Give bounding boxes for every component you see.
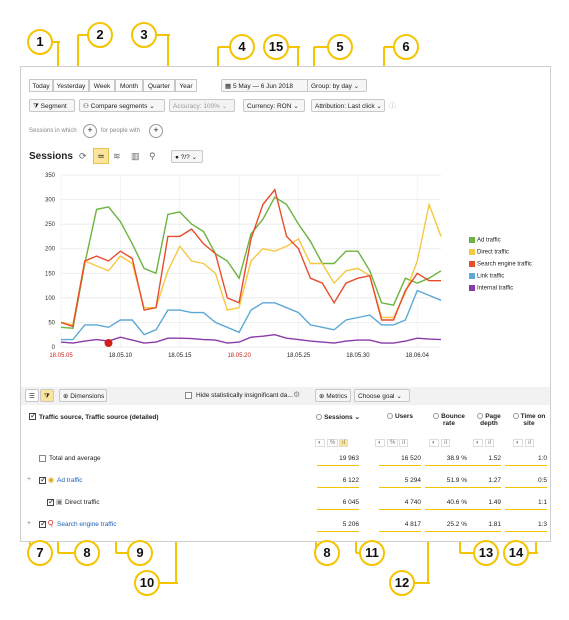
- percent-view-icon[interactable]: %: [387, 439, 398, 447]
- table-cell: 6 122: [342, 477, 359, 484]
- chevron-down-icon: ⌄: [396, 393, 402, 400]
- y-tick-label: 100: [44, 295, 55, 302]
- legend-label: Ad traffic: [477, 237, 501, 244]
- add-people-condition-button[interactable]: +: [149, 124, 163, 138]
- callout-badge: 15: [263, 34, 289, 60]
- legend-item[interactable]: [469, 261, 532, 268]
- callout-badge: 11: [359, 540, 385, 566]
- accuracy-select[interactable]: [169, 99, 235, 112]
- radio-icon: [477, 413, 483, 419]
- checkmark-icon: ✓: [40, 475, 47, 484]
- legend-item[interactable]: [469, 249, 509, 256]
- table-cell: 1.49: [488, 499, 501, 506]
- cell-bar: [505, 487, 547, 488]
- cell-bar: [505, 465, 547, 466]
- compare-segments-label: Compare segments: [90, 103, 148, 110]
- dimensions-label: Dimensions: [70, 393, 105, 400]
- y-tick-label: 200: [44, 246, 55, 253]
- chevron-down-icon: ⌄: [353, 83, 360, 90]
- cell-bar: [505, 531, 547, 532]
- row-checkbox[interactable]: [39, 477, 46, 484]
- chart-period-label: ?/?: [180, 154, 190, 161]
- table-cell: 1.52: [488, 455, 501, 462]
- row-checkbox[interactable]: [39, 521, 46, 528]
- sessions-in-which-label: Sessions in which: [29, 128, 77, 134]
- cell-bar: [379, 465, 421, 466]
- callout-badge: 5: [327, 34, 353, 60]
- tree-view-button[interactable]: ⧩: [40, 389, 54, 402]
- attribution-label: Attribution: Last click: [315, 103, 375, 110]
- compare-segments-button[interactable]: [79, 99, 165, 112]
- table-cell: 16 520: [401, 455, 421, 462]
- legend-item[interactable]: [469, 237, 501, 244]
- col-header-bounce-rate[interactable]: Bounce rate: [427, 413, 471, 427]
- cell-bar: [317, 487, 359, 488]
- gear-icon[interactable]: ⚙: [293, 390, 301, 399]
- col-header-time-on-site[interactable]: Time on site: [509, 413, 549, 427]
- area-chart-icon[interactable]: ≋: [113, 151, 121, 161]
- list-view-button[interactable]: ☰: [25, 389, 39, 402]
- segment-label: Segment: [40, 103, 67, 110]
- sessions-line-chart: [21, 167, 550, 377]
- segment-button[interactable]: [29, 99, 75, 112]
- row-label-search-engine-traffic[interactable]: Search engine traffic: [57, 521, 117, 528]
- legend-swatch: [469, 273, 475, 279]
- col-header-users[interactable]: Users: [375, 413, 425, 420]
- callout-badge: 6: [393, 34, 419, 60]
- choose-goal-select[interactable]: [354, 389, 410, 402]
- x-tick-label: 18.05.20: [227, 353, 251, 359]
- search-icon: Q: [48, 520, 54, 527]
- col-header-sessions[interactable]: Sessions ⌄: [313, 413, 363, 421]
- table-cell: 5 206: [342, 521, 359, 528]
- filter-icon: ⧩: [33, 103, 39, 110]
- ad-traffic-icon: ◉: [48, 477, 55, 484]
- legend-swatch: [469, 237, 475, 243]
- period-tab-week[interactable]: Week: [89, 79, 115, 92]
- checkmark-icon: ✓: [40, 519, 47, 528]
- table-cell: 0:5: [537, 477, 547, 484]
- callout-badge: 2: [87, 22, 113, 48]
- total-row-label: Total and average: [49, 455, 101, 462]
- row-label-direct-traffic: Direct traffic: [65, 499, 100, 506]
- table-cell: 4 740: [404, 499, 421, 506]
- radio-icon: [387, 413, 393, 419]
- table-cell: 19 963: [339, 455, 359, 462]
- help-icon[interactable]: ⓘ: [389, 103, 396, 110]
- period-tab-yesterday[interactable]: Yesterday: [53, 79, 89, 92]
- bar-chart-icon[interactable]: ▥: [131, 151, 140, 161]
- for-people-with-label: for people with: [101, 128, 141, 134]
- table-cell: 1:1: [537, 499, 547, 506]
- currency-label: Currency: RON: [247, 103, 292, 110]
- chart-title: Sessions: [29, 151, 73, 162]
- map-pin-icon[interactable]: ⚲: [149, 151, 156, 161]
- select-all-checkbox[interactable]: [29, 413, 36, 420]
- pie-view-icon[interactable]: ◐: [429, 439, 439, 447]
- table-cell: 6 045: [342, 499, 359, 506]
- group-by-select[interactable]: [307, 79, 367, 92]
- attribution-select[interactable]: [311, 99, 385, 112]
- dimension-header: Traffic source, Traffic source (detailed): [39, 414, 159, 421]
- radio-icon: [433, 413, 439, 419]
- bar-view-icon[interactable]: ıl: [399, 439, 408, 447]
- plus-circle-icon: ⊕: [63, 393, 69, 400]
- callout-badge: 8: [74, 540, 100, 566]
- expand-toggle[interactable]: +: [27, 476, 32, 483]
- callout-badge: 12: [389, 570, 415, 596]
- x-tick-label: 18.05.15: [168, 353, 192, 359]
- chevron-down-icon: ⌄: [221, 103, 228, 110]
- legend-label: Search engine traffic: [477, 261, 532, 268]
- period-tab-today[interactable]: Today: [29, 79, 53, 92]
- checkmark-icon: ✓: [30, 411, 37, 420]
- dimensions-button[interactable]: [59, 389, 107, 402]
- row-checkbox[interactable]: [47, 499, 54, 506]
- callout-badge: 8: [314, 540, 340, 566]
- legend-item[interactable]: [469, 285, 513, 292]
- metrics-label: Metrics: [326, 393, 348, 400]
- cell-bar: [317, 509, 359, 510]
- direct-traffic-icon: ▣: [56, 499, 63, 506]
- legend-label: Direct traffic: [477, 249, 509, 256]
- col-header-page-depth[interactable]: Page depth: [469, 413, 509, 427]
- legend-swatch: [469, 261, 475, 267]
- choose-goal-label: Choose goal: [358, 393, 395, 400]
- table-cell: 1:0: [537, 455, 547, 462]
- legend-item[interactable]: [469, 273, 504, 280]
- legend-swatch: [469, 285, 475, 291]
- legend-swatch: [469, 249, 475, 255]
- table-cell: 25.2 %: [446, 521, 467, 528]
- plus-circle-icon: ⊕: [319, 393, 325, 400]
- cell-bar: [317, 465, 359, 466]
- metrica-report-window: [20, 66, 551, 542]
- callout-badge: 10: [134, 570, 160, 596]
- speech-icon: ●: [175, 154, 179, 161]
- chart-period-select[interactable]: [171, 150, 203, 163]
- x-tick-label: 18.05.10: [108, 353, 133, 359]
- row-checkbox[interactable]: [39, 455, 46, 462]
- binoculars-icon: ⚇: [83, 103, 89, 110]
- date-range-label: 5 May — 6 Jun 2018: [232, 83, 293, 90]
- cell-bar: [379, 509, 421, 510]
- accuracy-label: Accuracy: 100%: [173, 103, 220, 110]
- y-tick-label: 0: [51, 345, 55, 351]
- date-range-picker[interactable]: [221, 79, 309, 92]
- radio-icon: [316, 414, 322, 420]
- table-cell: 5 294: [404, 477, 421, 484]
- chevron-down-icon: ⌄: [293, 103, 299, 110]
- chevron-down-icon: ⌄: [149, 103, 155, 110]
- checkmark-icon: ✓: [48, 497, 55, 506]
- cell-bar: [459, 531, 501, 532]
- bar-view-icon[interactable]: ıl: [525, 439, 534, 447]
- add-session-condition-button[interactable]: +: [83, 124, 97, 138]
- currency-select[interactable]: [243, 99, 305, 112]
- y-tick-label: 350: [44, 173, 55, 179]
- callout-badge: 1: [27, 29, 53, 55]
- annotation-marker: [105, 339, 113, 347]
- y-tick-label: 50: [48, 320, 55, 327]
- legend-label: Internal traffic: [477, 285, 514, 292]
- bar-view-icon[interactable]: ıl: [339, 439, 348, 447]
- period-tab-quarter[interactable]: Quarter: [143, 79, 175, 92]
- cell-bar: [459, 509, 501, 510]
- x-tick-label: 18.05.30: [346, 353, 370, 359]
- cell-bar: [379, 487, 421, 488]
- table-cell: 40.6 %: [446, 499, 467, 506]
- callout-badge: 3: [131, 22, 157, 48]
- callout-badge: 9: [127, 540, 153, 566]
- y-tick-label: 150: [44, 271, 55, 278]
- y-tick-label: 300: [44, 197, 55, 204]
- cell-bar: [459, 487, 501, 488]
- chevron-down-icon: ⌄: [191, 154, 198, 161]
- callout-badge: 14: [503, 540, 529, 566]
- x-tick-label: 18.06.04: [405, 353, 429, 359]
- period-tab-month[interactable]: Month: [115, 79, 143, 92]
- period-tab-year[interactable]: Year: [175, 79, 197, 92]
- cell-bar: [459, 465, 501, 466]
- hide-insignificant-checkbox[interactable]: [185, 392, 192, 399]
- bar-view-icon[interactable]: ıl: [441, 439, 450, 447]
- line-chart-icon[interactable]: ≃: [93, 148, 109, 164]
- callout-badge: 13: [473, 540, 499, 566]
- metrics-button[interactable]: [315, 389, 351, 402]
- series-line: [61, 335, 441, 343]
- cell-bar: [317, 531, 359, 532]
- percent-view-icon[interactable]: %: [327, 439, 338, 447]
- callout-badge: 4: [229, 34, 255, 60]
- table-cell: 51.9 %: [446, 477, 467, 484]
- hide-insignificant-label: Hide statistically insignificant da...: [196, 392, 293, 399]
- radio-icon: [513, 413, 519, 419]
- legend-label: Link traffic: [477, 273, 505, 280]
- x-tick-label: 18.05.25: [286, 353, 311, 359]
- row-label-ad-traffic[interactable]: Ad traffic: [57, 477, 83, 484]
- table-cell: 1.81: [488, 521, 501, 528]
- callout-badge: 7: [27, 540, 53, 566]
- group-by-label: Group: by day: [311, 83, 352, 90]
- calendar-icon: ▦: [225, 83, 233, 90]
- pie-view-icon[interactable]: ◐: [315, 439, 325, 447]
- expand-toggle[interactable]: +: [27, 520, 32, 527]
- refresh-icon[interactable]: ⟳: [79, 151, 87, 161]
- table-cell: 1:3: [537, 521, 547, 528]
- table-cell: 38.9 %: [446, 455, 467, 462]
- cell-bar: [505, 509, 547, 510]
- cell-bar: [379, 531, 421, 532]
- chevron-down-icon: ⌄: [376, 103, 382, 110]
- series-line: [61, 205, 441, 325]
- y-tick-label: 250: [44, 222, 55, 229]
- table-cell: 4 817: [404, 521, 421, 528]
- pie-view-icon[interactable]: ◐: [473, 439, 483, 447]
- x-tick-label: 18.05.05: [49, 353, 73, 359]
- table-cell: 1.27: [488, 477, 501, 484]
- bar-view-icon[interactable]: ıl: [485, 439, 494, 447]
- pie-view-icon[interactable]: ◐: [513, 439, 523, 447]
- pie-view-icon[interactable]: ◐: [375, 439, 385, 447]
